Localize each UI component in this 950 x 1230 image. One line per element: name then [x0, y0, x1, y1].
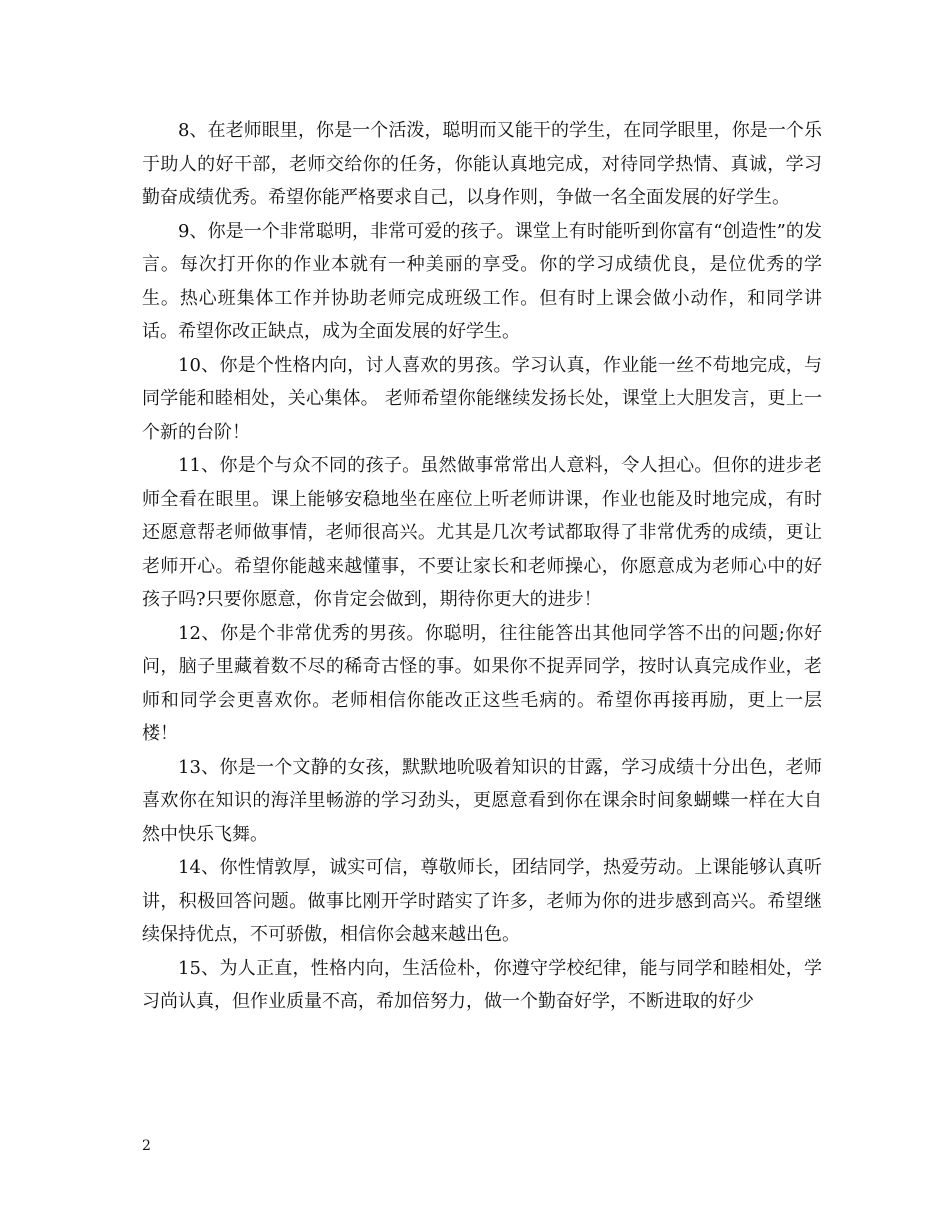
comment-paragraph-14: 14、你性情敦厚，诚实可信，尊敬师长，团结同学，热爱劳动。上课能够认真听讲，积极回答问题。做事比刚开学时踏实了许多，老师为你的进步感到高兴。希望继续保持优点，不可骄傲，相信你会越来越出色。 [142, 857, 822, 945]
comment-paragraph-11: 11、你是个与众不同的孩子。虽然做事常常出人意料，令人担心。但你的进步老师全看在眼里。课上能够安稳地坐在座位上听老师讲课，作业也能及时地完成，有时还愿意帮老师做事情，老师很高兴。尤其是几次考试都取得了非常优秀的成绩，更让老师开心。希望你能越来越懂事，不要让家长和老师操心，你愿意成为老师心中的好孩子吗?只要你愿意，你肯定会做到，期待你更大的进步！ [142, 455, 822, 610]
comment-paragraph-12: 12、你是个非常优秀的男孩。你聪明，往往能答出其他同学答不出的问题;你好问，脑子里藏着数不尽的稀奇古怪的事。如果你不捉弄同学，按时认真完成作业，老师和同学会更喜欢你。老师相信你能改正这些毛病的。希望你再接再励，更上一层楼！ [142, 622, 822, 744]
comment-paragraph-8: 8、在老师眼里，你是一个活泼，聪明而又能干的学生，在同学眼里，你是一个乐于助人的好干部，老师交给你的任务，你能认真地完成，对待同学热情、真诚，学习勤奋成绩优秀。希望你能严格要求自己，以身作则，争做一名全面发展的好学生。 [142, 120, 822, 208]
comment-paragraph-15: 15、为人正直，性格内向，生活俭朴，你遵守学校纪律，能与同学和睦相处，学习尚认真，但作业质量不高，希加倍努力，做一个勤奋好学，不断进取的好少 [142, 957, 822, 1012]
comment-paragraph-13: 13、你是一个文静的女孩，默默地吮吸着知识的甘露，学习成绩十分出色，老师喜欢你在知识的海洋里畅游的学习劲头，更愿意看到你在课余时间象蝴蝶一样在大自然中快乐飞舞。 [142, 756, 822, 845]
comment-paragraph-9: 9、你是一个非常聪明，非常可爱的孩子。课堂上有时能听到你富有“创造性”的发言。每次打开你的作业本就有一种美丽的享受。你的学习成绩优良，是位优秀的学生。热心班集体工作并协助老师完成班级工作。但有时上课会做小动作，和同学讲话。希望你改正缺点，成为全面发展的好学生。 [142, 220, 822, 342]
page-number: 2 [142, 1138, 151, 1154]
document-body [142, 114, 822, 1019]
comment-paragraph-10: 10、你是个性格内向，讨人喜欢的男孩。学习认真，作业能一丝不苟地完成，与同学能和睦相处，关心集体。 老师希望你能继续发扬长处，课堂上大胆发言，更上一个新的台阶！ [142, 354, 822, 443]
